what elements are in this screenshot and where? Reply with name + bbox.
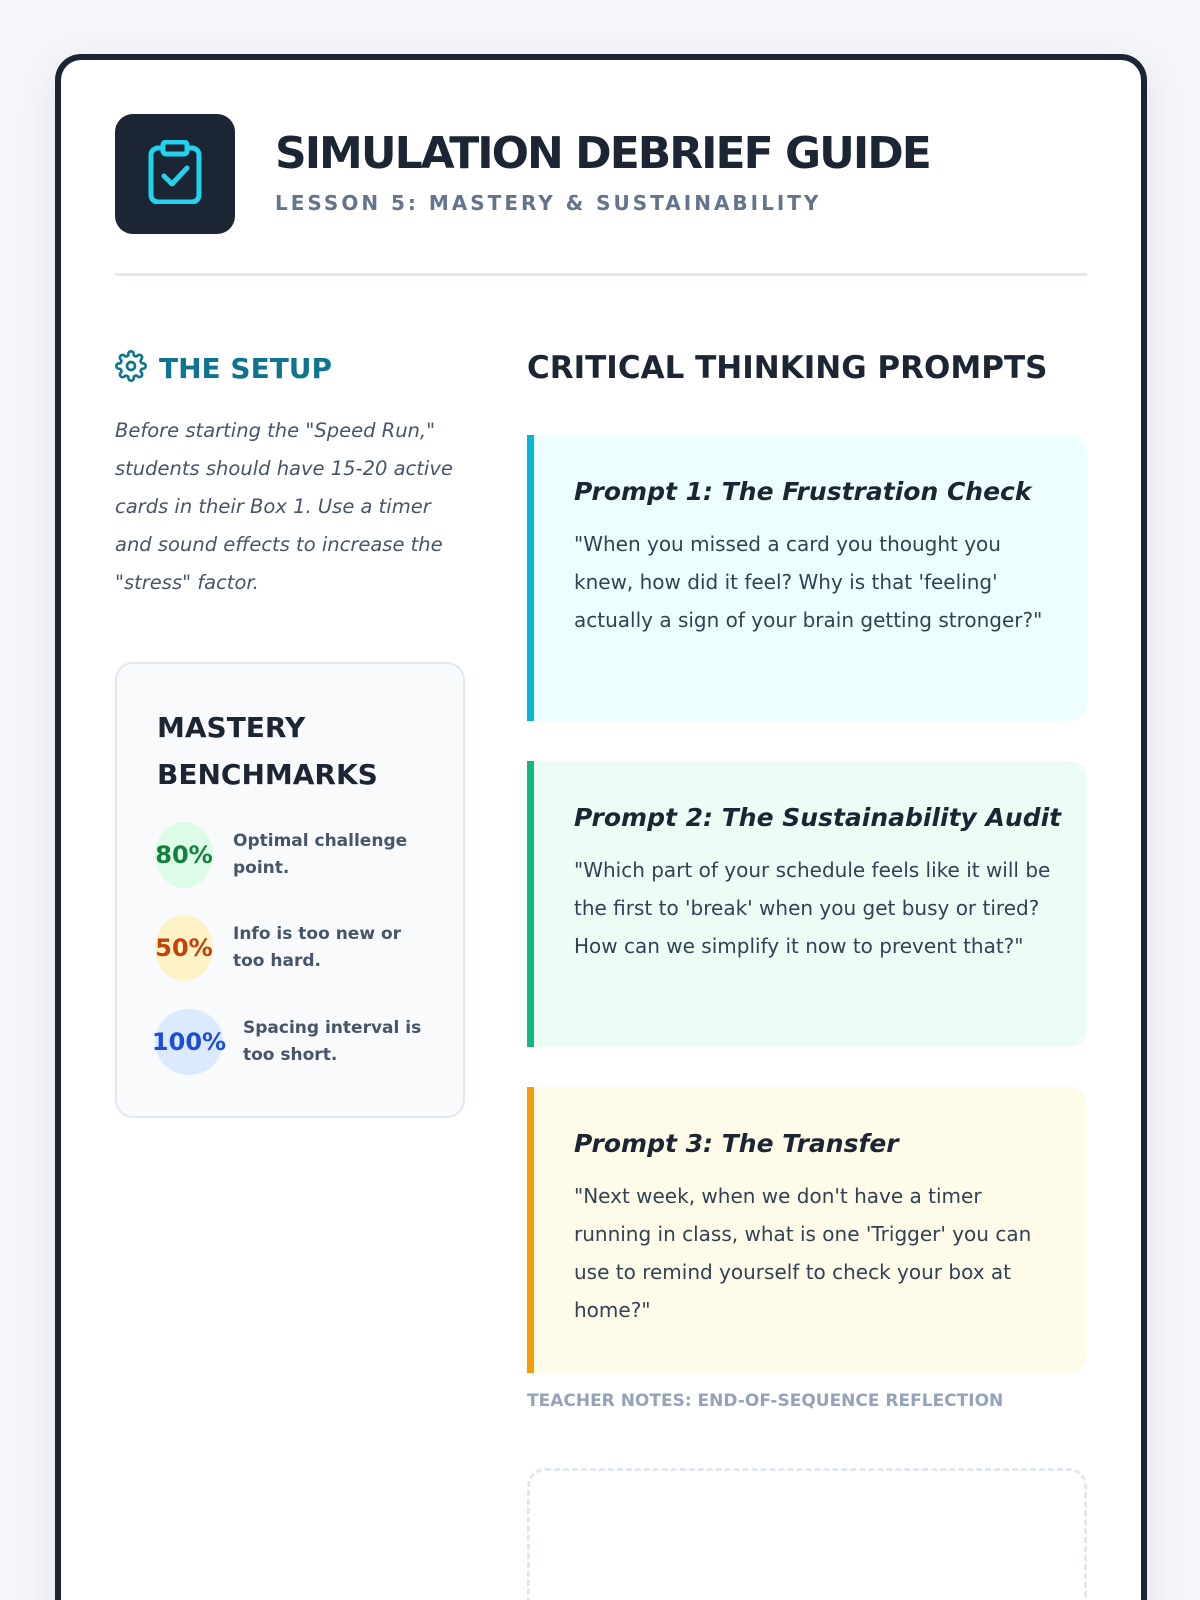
prompt-text: "Next week, when we don't have a timer running in class, what is one 'Trigger' you can use to remind yourself to check your box at home?" [574, 1184, 1032, 1322]
benchmark-percent: 50% [155, 915, 213, 981]
teacher-notes-box[interactable] [527, 1468, 1087, 1600]
benchmark-percent: 100% [155, 1009, 223, 1075]
teacher-notes-label: TEACHER NOTES: END-OF-SEQUENCE REFLECTION [527, 1391, 1004, 1411]
setup-heading [115, 350, 332, 387]
gear-icon [115, 350, 147, 387]
prompt-title: Prompt 3: The Transfer [574, 1129, 899, 1158]
benchmark-row-100 [151, 1009, 423, 1075]
prompt-title: Prompt 1: The Frustration Check [574, 477, 1032, 506]
setup-text: Before starting the "Speed Run," students should have 15-20 active cards in their Box 1. Use a timer and sound effects to increase the "stress" factor. [115, 419, 453, 594]
clipboard-check-icon [147, 140, 203, 209]
setup-title: THE SETUP [159, 352, 333, 385]
prompt-text: "When you missed a card you thought you knew, how did it feel? Why is that 'feeling' actually a sign of your brain getting stronger?" [574, 532, 1043, 632]
benchmark-label: Spacing interval is too short. [243, 1018, 422, 1065]
mastery-benchmarks-card [115, 662, 465, 1118]
logo-badge [115, 114, 235, 234]
header [115, 114, 1087, 276]
benchmark-row-50 [155, 915, 413, 981]
prompt-card-2 [527, 761, 1087, 1047]
debrief-sheet [55, 54, 1147, 1600]
prompt-title: Prompt 2: The Sustainability Audit [574, 803, 1062, 832]
page-title: SIMULATION DEBRIEF GUIDE [275, 128, 930, 179]
prompt-text: "Which part of your schedule feels like it will be the first to 'break' when you get busy or tired? How can we simplify it now to prevent that?" [574, 858, 1051, 958]
prompts-title: CRITICAL THINKING PROMPTS [527, 350, 1048, 386]
benchmarks-title: MASTERY BENCHMARKS [157, 711, 378, 791]
benchmark-label: Info is too new or too hard. [233, 924, 402, 971]
page-subtitle: LESSON 5: MASTERY & SUSTAINABILITY [275, 191, 822, 215]
prompt-card-3 [527, 1087, 1087, 1373]
benchmark-label: Optimal challenge point. [233, 831, 408, 878]
prompt-card-1 [527, 435, 1087, 721]
benchmark-row-80 [155, 822, 413, 888]
benchmark-percent: 80% [155, 822, 213, 888]
